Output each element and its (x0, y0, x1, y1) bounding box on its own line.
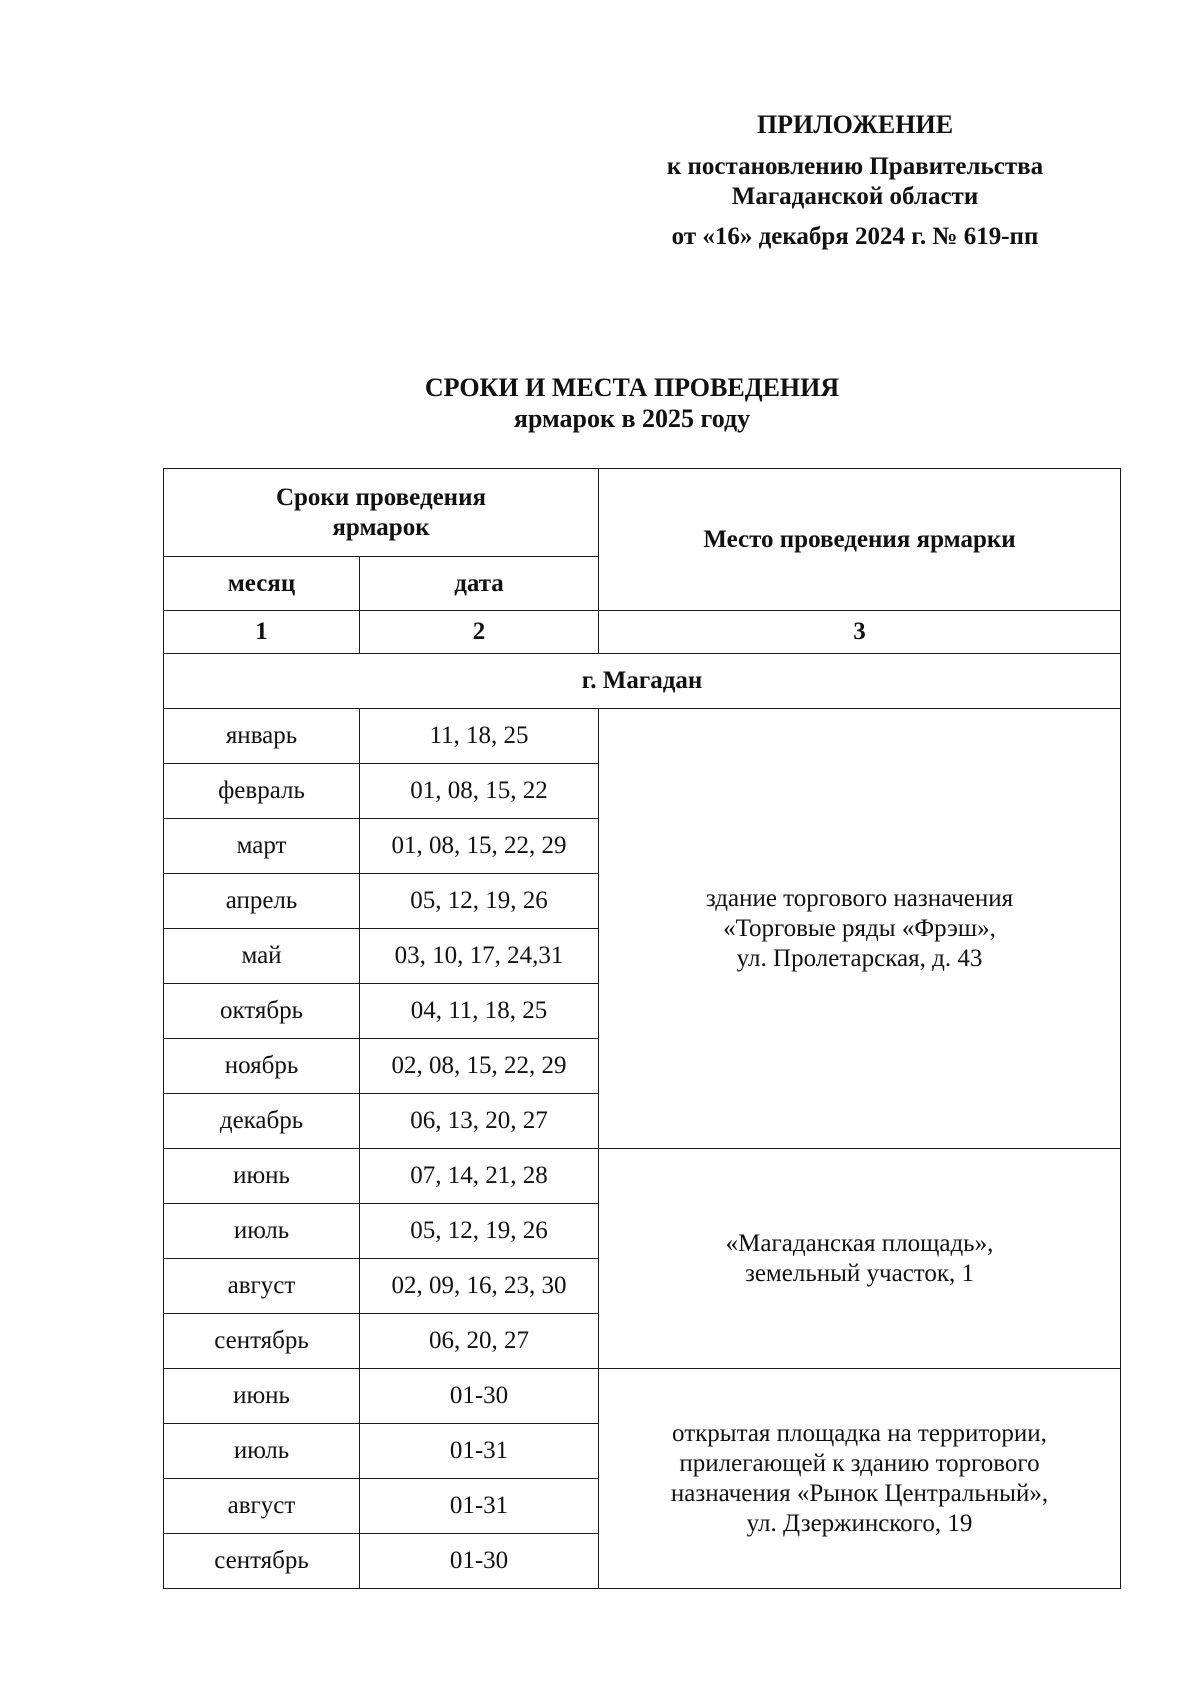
city-name: г. Магадан (164, 654, 1121, 709)
header-month: месяц (164, 557, 360, 611)
place-line: ул. Дзержинского, 19 (746, 1509, 973, 1537)
place-line: «Магаданская площадь», (725, 1229, 994, 1257)
place-cell (599, 1369, 1121, 1589)
place-cell (599, 709, 1121, 1149)
dates-cell: 07, 14, 21, 28 (360, 1149, 599, 1204)
dates-cell: 01, 08, 15, 22, 29 (360, 819, 599, 874)
month-cell: август (164, 1479, 360, 1534)
header-col-1: 1 (164, 611, 360, 654)
document-title-block (160, 372, 1104, 434)
dates-cell: 03, 10, 17, 24,31 (360, 929, 599, 984)
dates-cell: 01, 08, 15, 22 (360, 764, 599, 819)
month-cell: июль (164, 1204, 360, 1259)
place-line: открытая площадка на территории, (672, 1419, 1047, 1447)
table-row (164, 709, 1121, 764)
appendix-block (600, 110, 1110, 252)
appendix-date-line: от «16» декабря 2024 г. № 619-пп (671, 223, 1039, 250)
header-terms-text: Сроки проведения ярмарок (275, 483, 487, 541)
place-line: здание торгового назначения (705, 884, 1014, 912)
place-line: ул. Пролетарская, д. 43 (736, 944, 983, 972)
dates-cell: 01-30 (360, 1534, 599, 1589)
month-cell: май (164, 929, 360, 984)
fairs-table (163, 468, 1121, 1589)
dates-cell: 06, 13, 20, 27 (360, 1094, 599, 1149)
header-row-numbers (164, 611, 1121, 654)
month-cell: март (164, 819, 360, 874)
dates-cell: 06, 20, 27 (360, 1314, 599, 1369)
dates-cell: 02, 08, 15, 22, 29 (360, 1039, 599, 1094)
place-line: земельный участок, 1 (744, 1259, 975, 1287)
month-cell: июнь (164, 1369, 360, 1424)
document-title: СРОКИ И МЕСТА ПРОВЕДЕНИЯ (424, 373, 840, 402)
dates-cell: 04, 11, 18, 25 (360, 984, 599, 1039)
place-line: прилегающей к зданию торгового (679, 1449, 1040, 1477)
month-cell: сентябрь (164, 1314, 360, 1369)
table-row (164, 1149, 1121, 1204)
place-line: назначения «Рынок Центральный», (670, 1479, 1049, 1507)
header-place: Место проведения ярмарки (599, 469, 1121, 611)
appendix-line-1: к постановлению Правительства (666, 153, 1044, 180)
month-cell: январь (164, 709, 360, 764)
month-cell: апрель (164, 874, 360, 929)
month-cell: февраль (164, 764, 360, 819)
city-row (164, 654, 1121, 709)
dates-cell: 05, 12, 19, 26 (360, 874, 599, 929)
header-col-2: 2 (360, 611, 599, 654)
month-cell: ноябрь (164, 1039, 360, 1094)
appendix-line-2: Магаданской области (731, 183, 979, 210)
dates-cell: 01-31 (360, 1424, 599, 1479)
appendix-title: ПРИЛОЖЕНИЕ (756, 110, 954, 139)
header-row-1 (164, 469, 1121, 557)
place-line: «Торговые ряды «Фрэш», (723, 914, 996, 942)
month-cell: декабрь (164, 1094, 360, 1149)
place-cell (599, 1149, 1121, 1369)
dates-cell: 05, 12, 19, 26 (360, 1204, 599, 1259)
dates-cell: 02, 09, 16, 23, 30 (360, 1259, 599, 1314)
month-cell: сентябрь (164, 1534, 360, 1589)
month-cell: август (164, 1259, 360, 1314)
header-terms (164, 469, 599, 557)
header-date: дата (360, 557, 599, 611)
header-col-3: 3 (599, 611, 1121, 654)
month-cell: июль (164, 1424, 360, 1479)
dates-cell: 01-31 (360, 1479, 599, 1534)
dates-cell: 11, 18, 25 (360, 709, 599, 764)
month-cell: июнь (164, 1149, 360, 1204)
table-row (164, 1369, 1121, 1424)
dates-cell: 01-30 (360, 1369, 599, 1424)
fairs-table-body (164, 469, 1121, 1589)
document-subtitle: ярмарок в 2025 году (513, 404, 751, 433)
month-cell: октябрь (164, 984, 360, 1039)
